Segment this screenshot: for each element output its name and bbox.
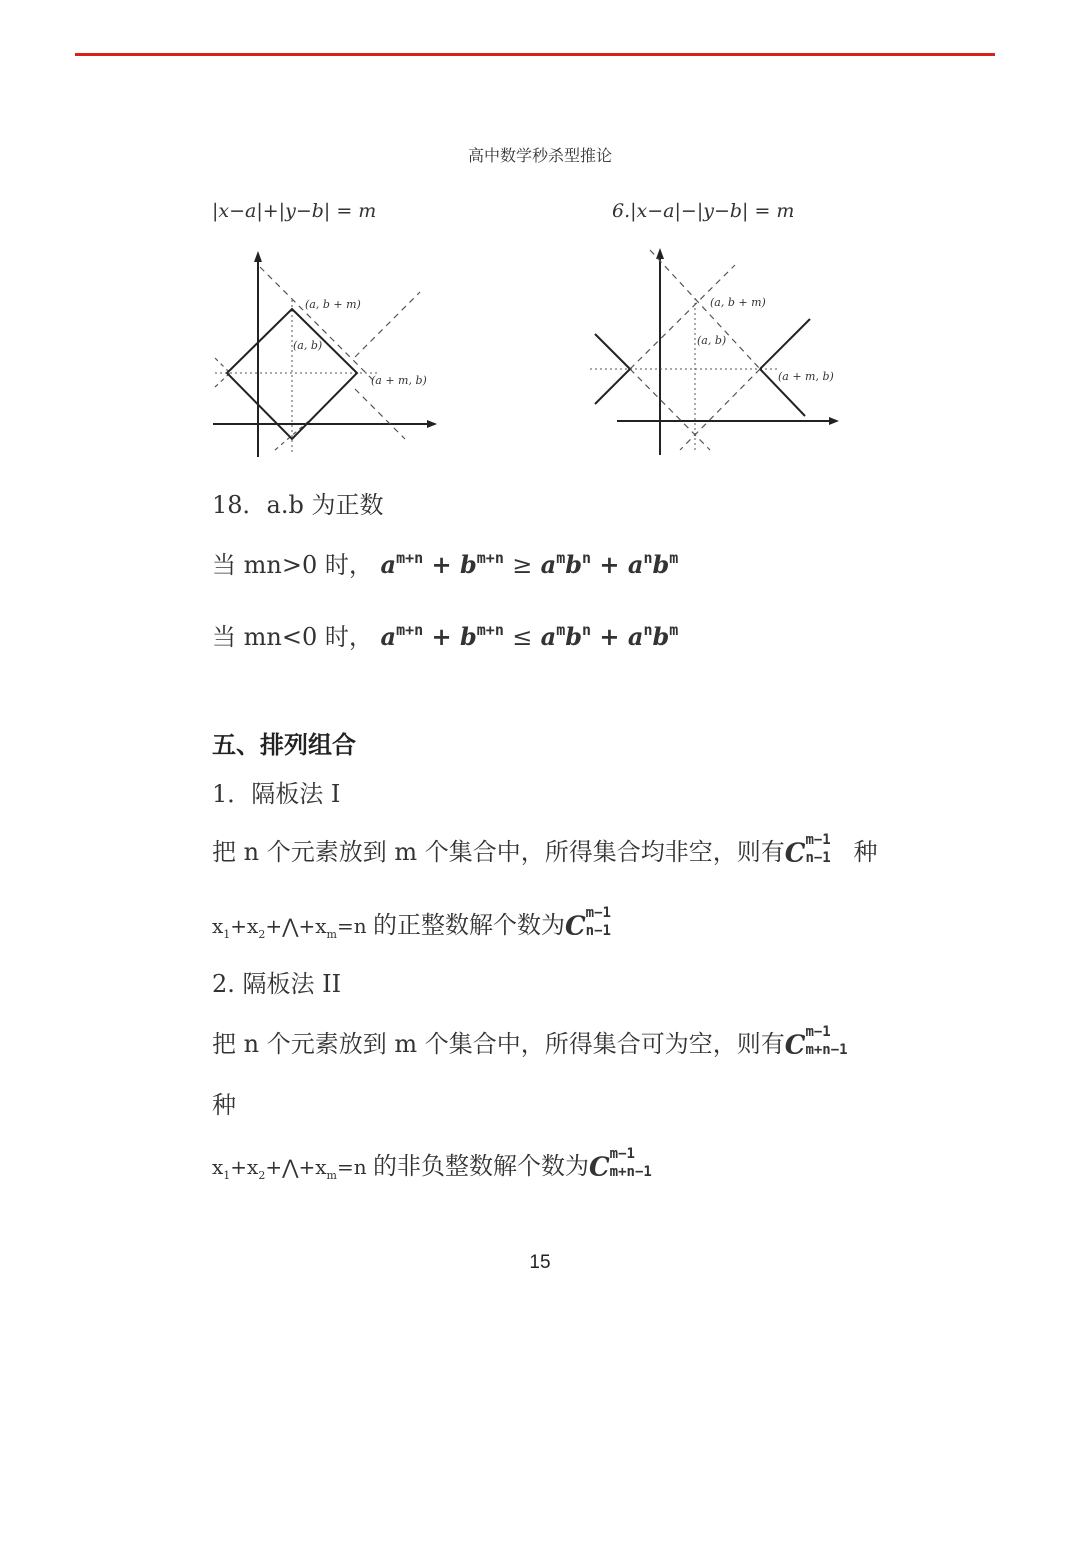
header-rule (75, 53, 995, 56)
page-header: 高中数学秒杀型推论 (467, 146, 612, 165)
diag-2 (355, 292, 420, 357)
method1-tail: 种 (853, 838, 878, 866)
sum-expression: $x_1+x_2+⋀+x_m=n$ (212, 1155, 373, 1182)
method1-title: 1．隔板法 I (212, 780, 341, 808)
label-right: (a + m, b) (778, 370, 834, 383)
diamond-shape (227, 309, 357, 439)
comb-sup: m−1 (585, 904, 611, 921)
method2-desc: 把 n 个元素放到 m 个集合中，所得集合可为空，则有 (212, 1030, 785, 1058)
comb-scripts (805, 831, 853, 874)
case2-formula: $a^{m+n} + b^{m+n} \le a^mb^n + a^nb^m$ (380, 621, 679, 651)
section-heading: 五、排列组合 (212, 731, 356, 759)
method1-desc: 把 n 个元素放到 m 个集合中，所得集合均非空，则有 (212, 838, 785, 866)
method1-equation (212, 905, 634, 947)
comb-scripts (585, 904, 634, 947)
comb-symbol: C (564, 911, 586, 942)
case1-prefix: 当 mn>0 时， (212, 551, 373, 579)
comb-sup: m−1 (805, 831, 831, 848)
comb-symbol: C (784, 1030, 806, 1061)
case2-prefix: 当 mn<0 时， (212, 623, 373, 651)
ineq-ge: ≥ (512, 551, 533, 579)
label-right: (a + m, b) (371, 374, 427, 387)
comb-symbol: C (784, 838, 806, 869)
x-arrow (427, 420, 437, 428)
comb-sup: m−1 (805, 1023, 831, 1040)
method2-text (212, 1024, 885, 1066)
case1-formula: $a^{m+n} + b^{m+n} \ge a^mb^n + a^nb^m$ (380, 549, 679, 579)
comb-sub: m+n−1 (609, 1163, 652, 1180)
dash-3 (630, 369, 710, 450)
label-top: (a, b + m) (710, 296, 766, 309)
comb-sub: m+n−1 (805, 1041, 848, 1058)
sum-expression: $x_1+x_2+⋀+x_m=n$ (212, 914, 373, 941)
comb-symbol: C (588, 1152, 610, 1183)
diag-4 (215, 358, 230, 373)
page-number: 15 (529, 1252, 551, 1273)
formula-right: 6.|x−a|−|y−b| = m (612, 200, 795, 222)
method2-title: 2. 隔板法 II (212, 970, 342, 998)
x-arrow (829, 417, 839, 425)
item18-case2 (212, 617, 678, 652)
comb-sup: m−1 (609, 1145, 635, 1162)
diag-3 (355, 389, 405, 439)
method1-text (212, 832, 877, 874)
dash-2 (650, 250, 760, 369)
item18-title: 18．a.b 为正数 (212, 491, 384, 519)
formula-left: |x−a|+|y−b| = m (212, 200, 377, 222)
comb-scripts (805, 1023, 885, 1066)
y-arrow (656, 248, 664, 259)
comb-scripts (609, 1145, 690, 1188)
dash-1 (630, 265, 735, 369)
label-center: (a, b) (697, 334, 727, 347)
ineq-le: ≤ (512, 623, 533, 651)
figure-hyperbola (585, 240, 850, 460)
method2-eq-text: 的非负整数解个数为 (372, 1152, 589, 1180)
method2-tail: 种 (212, 1091, 236, 1119)
method2-equation (212, 1146, 690, 1188)
branch-left-upper (595, 334, 630, 369)
branch-right-upper (760, 319, 810, 369)
branch-left-lower (595, 369, 630, 404)
label-center: (a, b) (293, 339, 323, 352)
label-top: (a, b + m) (305, 298, 361, 311)
method1-eq-text: 的正整数解个数为 (372, 911, 565, 939)
y-arrow (254, 251, 262, 262)
figure-diamond (205, 245, 445, 465)
comb-sub: n−1 (805, 849, 831, 866)
item18-case1 (212, 545, 678, 580)
comb-sub: n−1 (585, 922, 611, 939)
dash-4 (680, 369, 760, 450)
